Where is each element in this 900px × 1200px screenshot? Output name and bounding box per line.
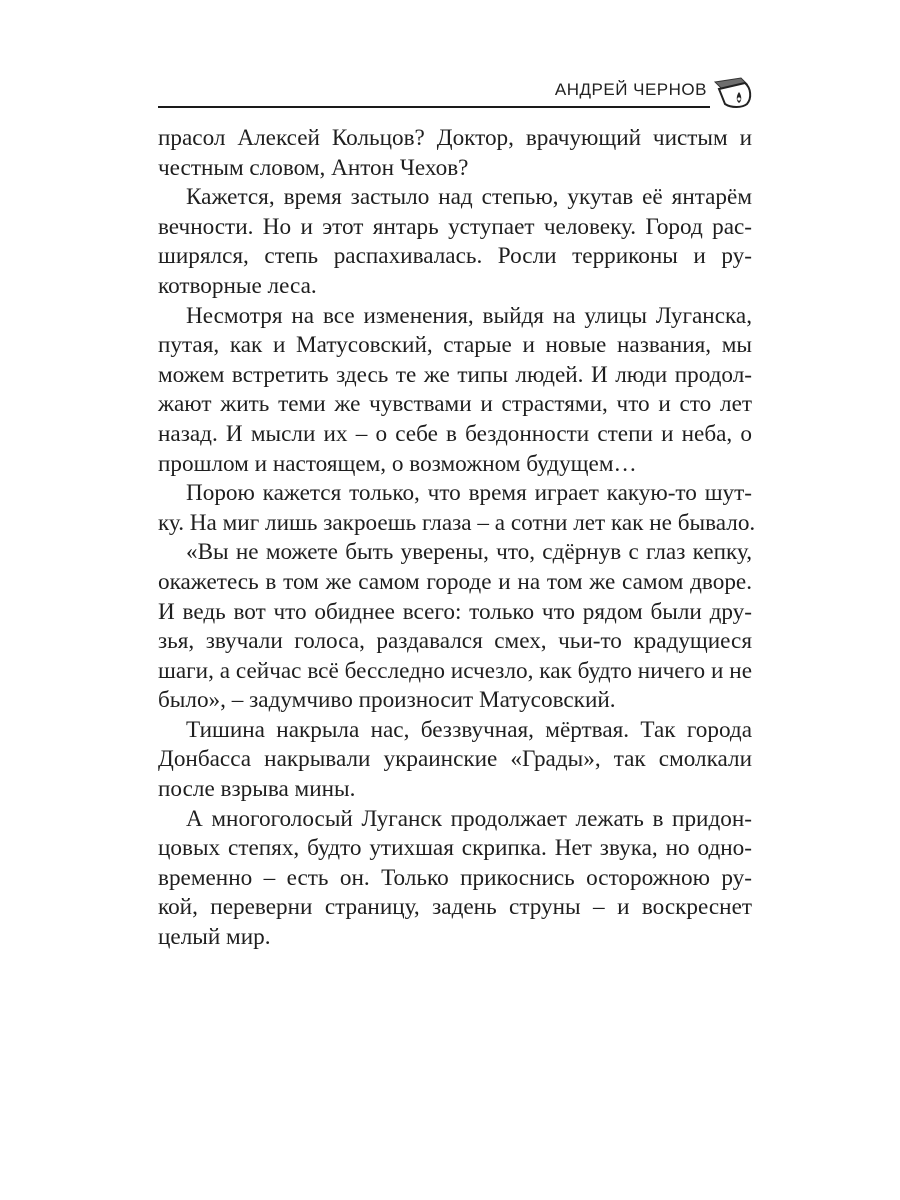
paragraph — [158, 805, 752, 953]
text-line: котворные леса. — [158, 272, 317, 299]
text-line: путая, как и Матусовский, старые и новые названия, мы — [158, 332, 752, 359]
running-header-author: АНДРЕЙ ЧЕРНОВ — [554, 80, 707, 99]
paragraph — [158, 302, 752, 480]
body-text — [158, 124, 756, 953]
text-line: прошлом и настоящем, о возможном будущем… — [158, 450, 637, 477]
text-line: цовых степях, будто утихшая скрипка. Нет звука, но одно- — [158, 835, 752, 862]
text-line: шаги, а сейчас всё бесследно исчезло, как будто ничего и не — [158, 657, 752, 684]
text-line: ширялся, степь распахивалась. Росли терриконы и ру- — [158, 243, 752, 270]
text-line: честным словом, Антон Чехов? — [158, 154, 469, 181]
text-line: «Вы не можете быть уверены, что, сдёрнув с глаз кепку, — [186, 539, 752, 566]
text-line: Порою кажется только, что время играет какую-то шут- — [186, 480, 752, 507]
paragraph — [158, 479, 756, 538]
text-line: назад. И мысли их – о себе в бездонности степи и неба, о — [158, 420, 752, 447]
text-line: кой, переверни страницу, задень струны – и воскреснет — [158, 894, 752, 921]
text-line: жают жить теми же чувствами и страстями, что и сто лет — [158, 391, 752, 418]
text-line: можем встретить здесь те же типы людей. И люди продол- — [158, 361, 752, 388]
text-line: ку. На миг лишь закроешь глаза – а сотни лет как не бывало. — [158, 509, 756, 536]
running-header — [158, 70, 753, 110]
text-line: Кажется, время застыло над степью, укутав её янтарём — [186, 184, 752, 211]
header-rule — [158, 106, 710, 108]
text-line: Тишина накрыла нас, беззвучная, мёртвая. Так города — [186, 716, 752, 743]
text-line: Несмотря на все изменения, выйдя на улицы Луганска, — [186, 302, 752, 329]
publisher-logo-icon — [709, 70, 753, 110]
paragraph — [158, 183, 752, 301]
text-line: после взрыва мины. — [158, 776, 356, 803]
text-line: Донбасса накрывали украинские «Грады», так смолкали — [158, 746, 752, 773]
paragraph — [158, 716, 752, 805]
text-line: окажетесь в том же самом городе и на том же самом дворе. — [158, 568, 752, 595]
text-line: И ведь вот что обиднее всего: только что рядом были дру- — [158, 598, 752, 625]
text-line: прасол Алексей Кольцов? Доктор, врачующий чистым и — [158, 125, 752, 151]
paragraph — [158, 538, 752, 716]
text-line: вечности. Но и этот янтарь уступает человеку. Город рас- — [158, 213, 752, 240]
text-line: временно – есть он. Только прикоснись осторожною ру- — [158, 864, 752, 891]
text-line: целый мир. — [158, 924, 271, 951]
paragraph — [158, 124, 752, 183]
text-line: зья, звучали голоса, раздавался смех, чьи-то крадущиеся — [158, 628, 752, 655]
text-line: А многоголосый Луганск продолжает лежать в придон- — [186, 805, 752, 832]
text-line: было», – задумчиво произносит Матусовский. — [158, 687, 616, 714]
